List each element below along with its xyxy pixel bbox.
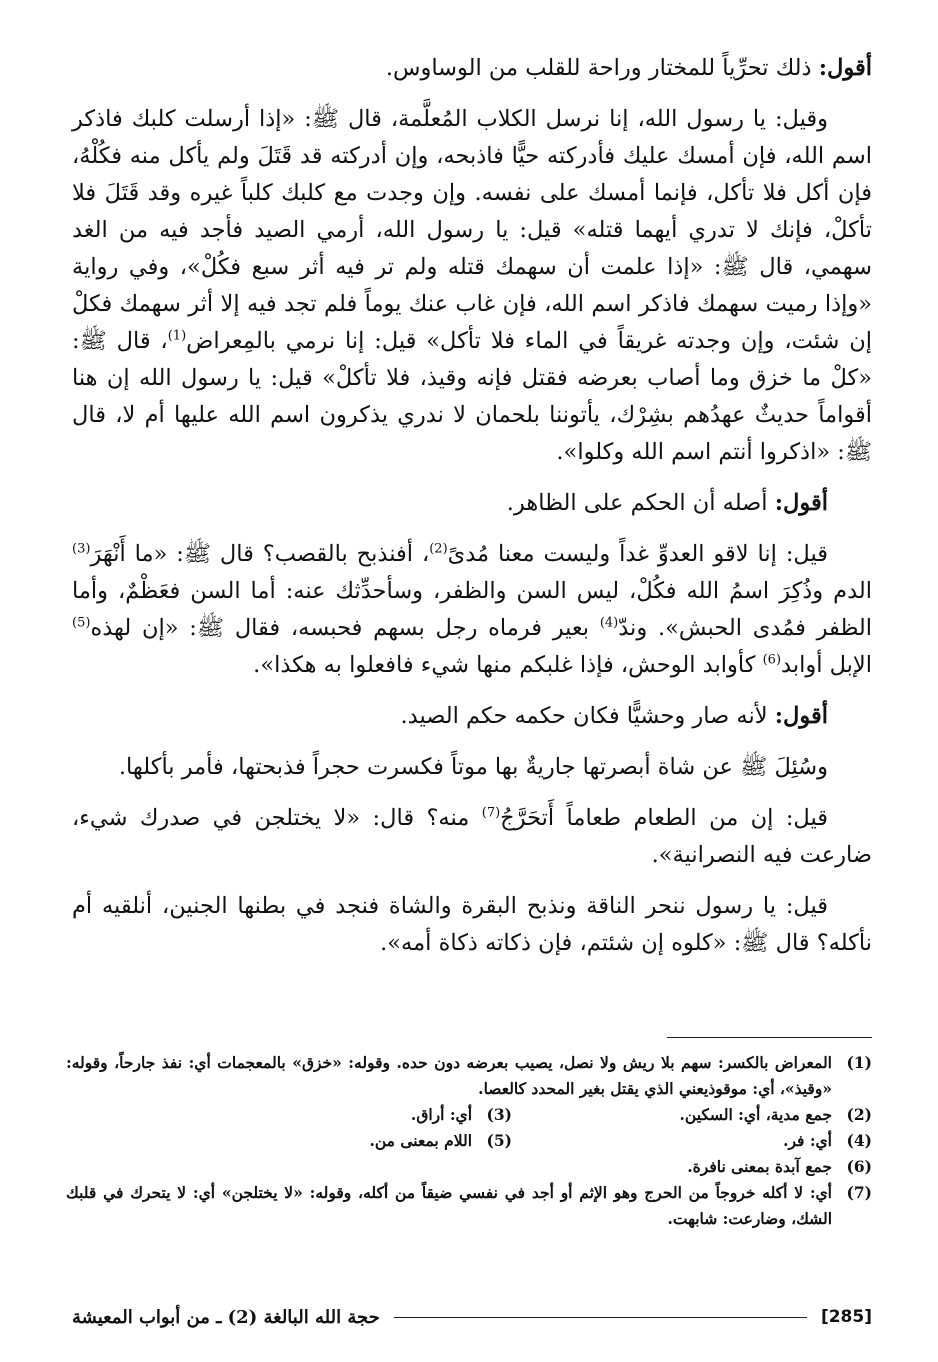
paragraph-6 <box>72 749 872 786</box>
footnote-text: أي: فر. <box>783 1131 832 1150</box>
footnote-number: (5) <box>486 1131 512 1150</box>
paragraph-3 <box>72 485 872 522</box>
footnote-separator <box>667 1037 872 1038</box>
footnote-ref-3[interactable]: (3) <box>72 541 91 557</box>
footnote-3 <box>152 1102 512 1128</box>
paragraph-body-cont: ، أفنذبح بالقصب؟ قال ﷺ: «ما أَنْهَرَ <box>90 541 430 567</box>
footnote-text: اللام بمعنى من. <box>369 1131 472 1150</box>
footnote-number: (1) <box>846 1053 872 1072</box>
page-footer <box>72 1302 872 1332</box>
footnote-number: (6) <box>846 1157 872 1176</box>
footnote-row-2-3 <box>66 1102 872 1128</box>
paragraph-body: قيل: إن من الطعام طعاماً أَتحَرَّجُ <box>500 805 828 831</box>
paragraph-lead: أقول: <box>818 55 872 81</box>
footnote-4 <box>512 1128 872 1154</box>
footnote-number: (3) <box>486 1105 512 1124</box>
footnote-ref-7[interactable]: (7) <box>481 805 501 821</box>
footnote-row-4-5 <box>66 1128 872 1154</box>
book-title: حجة الله البالغة (2) ـ من أبواب المعيشة <box>72 1306 380 1328</box>
paragraph-2 <box>72 101 872 471</box>
paragraph-5 <box>72 698 872 735</box>
paragraph-body: وسُئِلَ ﷺ عن شاة أبصرتها جاريةٌ بها موتاً فكسرت حجراً فذبحتها، فأمر بأكلها. <box>118 754 828 780</box>
paragraph-body: أصله أن الحكم على الظاهر. <box>506 490 775 516</box>
footnote-ref-1[interactable]: (1) <box>167 328 187 344</box>
footnote-ref-6[interactable]: (6) <box>762 652 782 668</box>
footnote-7 <box>66 1180 872 1232</box>
page-number: [285] <box>820 1307 872 1327</box>
paragraph-4 <box>72 536 872 684</box>
paragraph-1 <box>72 50 872 87</box>
footnotes <box>66 1050 872 1232</box>
footnote-ref-5[interactable]: (5) <box>72 615 91 631</box>
footnote-6 <box>66 1154 872 1180</box>
paragraph-body: قيل: يا رسول ننحر الناقة ونذبح البقرة والشاة فنجد في بطنها الجنين، أنلقيه أم نأكله؟ قال ﷺ: «كلوه إن شئتم، فإن ذكاته ذكاة أمه». <box>72 893 872 956</box>
paragraph-body-cont: بعير فرماه رجل بسهم فحبسه، فقال ﷺ: «إن لهذه <box>90 615 600 641</box>
footnote-number: (4) <box>846 1131 872 1150</box>
footnote-2 <box>512 1102 872 1128</box>
paragraph-body-cont: ، قال ﷺ: «كلْ ما خزق وما أصاب بعرضه فقتل فإنه وقيذ، فلا تأكلْ» قيل: يا رسول الله إن هنا أقواماً حديثٌ عهدُهم بشِرْك، يأتوننا بلحمان لا ندري يذكرون اسم الله عليها أم لا، قال ﷺ: «اذكروا أنتم اسم الله وكلوا». <box>72 328 872 465</box>
paragraph-body: لأنه صار وحشيًّا فكان حكمه حكم الصيد. <box>400 703 775 729</box>
footnote-text: جمع مدية، أي: السكين. <box>679 1105 832 1124</box>
paragraph-lead: أقول: <box>774 490 828 516</box>
footnote-5 <box>152 1128 512 1154</box>
footnote-1 <box>66 1050 872 1102</box>
footnote-text: أي: أراق. <box>410 1105 472 1124</box>
paragraph-body-cont: كأوابد الوحش، فإذا غلبكم منها شيء فافعلوا به هكذا». <box>253 652 763 678</box>
footnote-number: (7) <box>846 1183 872 1202</box>
footnote-number: (2) <box>846 1105 872 1124</box>
footnote-text: أي: لا أكله خروجاً من الحرج وهو الإثم أو أجد في نفسي ضيقاً من أكله، وقوله: «لا يختلجن» أي: لا يتحرك في قلبك الشك، وضارعت: شابهت. <box>66 1183 832 1228</box>
paragraph-8 <box>72 888 872 962</box>
footnote-ref-4[interactable]: (4) <box>599 615 619 631</box>
paragraph-7 <box>72 800 872 874</box>
paragraph-lead: أقول: <box>774 703 828 729</box>
footnote-text: جمع آبدة بمعنى نافرة. <box>687 1157 832 1176</box>
paragraph-body-cont: الدم وذُكِرَ اسمُ الله فكُلْ، ليس السن والظفر، وسأحدِّثك عنه: أما السن فعَظْمٌ، وأما الظفر فمُدى الحبش». وندّ <box>72 578 873 641</box>
footer-rule <box>394 1317 807 1318</box>
paragraph-body: قيل: إنا لاقو العدوِّ غداً وليست معنا مُدىً <box>447 541 828 567</box>
paragraph-body-cont: الإبل أوابد <box>781 652 872 678</box>
paragraph-body-cont: منه؟ قال: «لا يختلجن في صدرك شيء، ضارعت فيه النصرانية». <box>72 805 872 868</box>
paragraph-body: ذلك تحرِّياً للمختار وراحة للقلب من الوساوس. <box>385 55 819 81</box>
footnote-ref-2[interactable]: (2) <box>429 541 448 557</box>
paragraph-body: وقيل: يا رسول الله، إنا نرسل الكلاب المُعلَّمة، قال ﷺ: «إذا أرسلت كلبك فاذكر اسم الله، فإن أمسك عليك فأدركته حيًّا فاذبحه، وإن أدركته قد قَتَلَ ولم يأكل منه فكُلْهُ، فإن أكل فلا تأكل، فإنما أمسك على نفسه. وإن وجدت مع كلبك كلباً غيره وقد قَتَلَ فلا تأكلْ، فإنك لا تدري أيهما قتله» قيل: يا رسول الله، أرمي الصيد فأجد فيه من الغد سهمي، قال ﷺ: «إذا علمت أن سهمك قتله ولم تر فيه أثر سبع فكُلْ»، وفي رواية «وإذا رميت سهمك فاذكر اسم الله، فإن غاب عنك يوماً فلم تجد فيه إلا أثر سهمك فكلْ إن شئت، وإن وجدته غريقاً في الماء فلا تأكل» قيل: إنا نرمي بالمِعراض <box>72 106 872 354</box>
footnote-text: المعراض بالكسر: سهم بلا ريش ولا نصل، يصيب بعرضه دون حده. وقوله: «خزق» بالمعجمات أي: نفذ جارحاً، وقوله: «وقيذ»، أي: موقوذيعني الذي يقتل بغير المحدد كالعصا. <box>66 1053 832 1098</box>
